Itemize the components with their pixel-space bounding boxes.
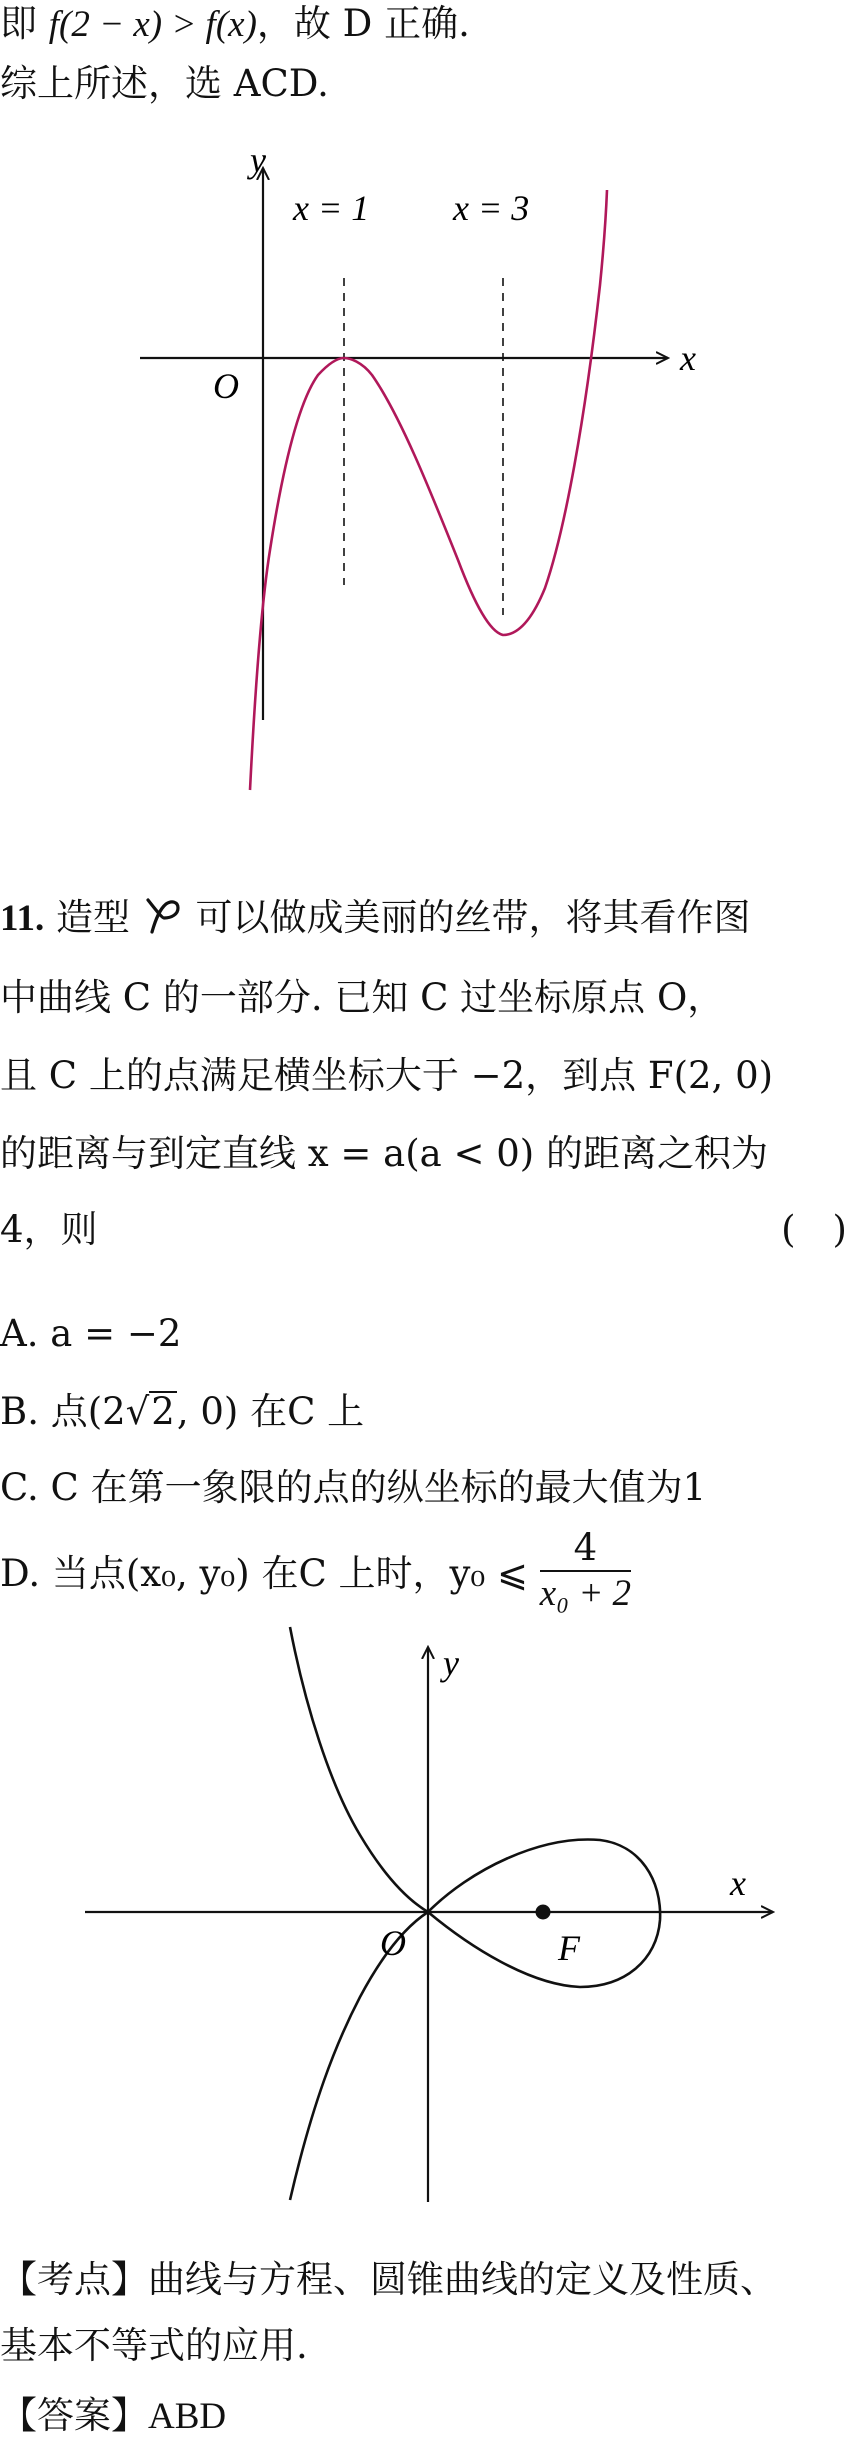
question-number: 11.	[0, 898, 45, 939]
prev-solution-suffix: ，故 D 正确.	[256, 2, 470, 45]
graph2-branch-lower	[290, 1912, 428, 2200]
option-b	[0, 1390, 364, 1434]
answer-line	[0, 2394, 226, 2439]
kaodian-label: 【考点】	[0, 2258, 148, 2301]
kaodian-line-2: 基本不等式的应用.	[0, 2324, 308, 2367]
answer-text: ABD	[148, 2396, 227, 2437]
option-b-prefix: B. 点(2	[0, 1390, 126, 1433]
graph1-curve	[250, 190, 607, 790]
kaodian-text: 曲线与方程、圆锥曲线的定义及性质、	[148, 2258, 777, 2301]
option-d-denominator: x₀ + 2	[539, 1572, 632, 1614]
graph2-focus-label: F	[558, 1928, 580, 1968]
prev-solution-math: f(2 − x) > f(x)	[48, 4, 257, 45]
answer-paren: ( )	[781, 1208, 847, 1251]
ribbon-icon	[142, 896, 184, 936]
prev-solution-line-2: 综上所述，选 ACD.	[0, 62, 329, 105]
graph1-y-label: y	[250, 140, 266, 180]
ribbon-graph	[0, 1625, 857, 2225]
question-text-5: 4，则	[0, 1208, 98, 1251]
question-line-3: 且 C 上的点满足横坐标大于 −2，到点 F(2, 0)	[0, 1054, 774, 1097]
option-b-sqrt: 2	[151, 1390, 175, 1433]
prev-solution-prefix: 即	[0, 2, 49, 45]
option-d-fraction	[540, 1526, 631, 1616]
option-a: A. a = −2	[0, 1312, 182, 1355]
question-line-2: 中曲线 C 的一部分. 已知 C 过坐标原点 O，	[0, 976, 725, 1019]
graph1-marker1-label: x = 1	[293, 188, 370, 228]
option-c: C. C 在第一象限的点的纵坐标的最大值为1	[0, 1466, 707, 1509]
graph2-x-label: x	[730, 1863, 746, 1903]
question-line-5	[0, 1208, 857, 1252]
graph2-origin-label: O	[380, 1923, 406, 1963]
cubic-graph	[0, 130, 857, 810]
prev-solution-line-1	[0, 2, 470, 47]
option-d-numerator: 4	[540, 1526, 631, 1572]
answer-label: 【答案】	[0, 2394, 148, 2437]
option-b-suffix: , 0) 在C 上	[176, 1390, 365, 1433]
option-d	[0, 1525, 632, 1622]
sqrt-icon: √	[125, 1390, 150, 1433]
option-d-prefix: D. 当点(x₀, y₀) 在C 上时，y₀ ⩽	[0, 1552, 529, 1595]
question-line-1	[0, 896, 751, 941]
graph2-focus-point	[536, 1905, 551, 1920]
graph1-origin-label: O	[213, 366, 239, 406]
graph2-branch-upper	[290, 1627, 428, 1912]
question-text-1a: 造型	[55, 896, 130, 939]
kaodian-line-1	[0, 2258, 777, 2302]
graph1-marker2-label: x = 3	[453, 188, 530, 228]
question-line-4: 的距离与到定直线 x = a(a < 0) 的距离之积为	[0, 1132, 768, 1175]
graph2-y-label: y	[443, 1643, 459, 1683]
question-text-1b: 可以做成美丽的丝带，将其看作图	[195, 896, 751, 939]
graph1-x-label: x	[680, 338, 696, 378]
